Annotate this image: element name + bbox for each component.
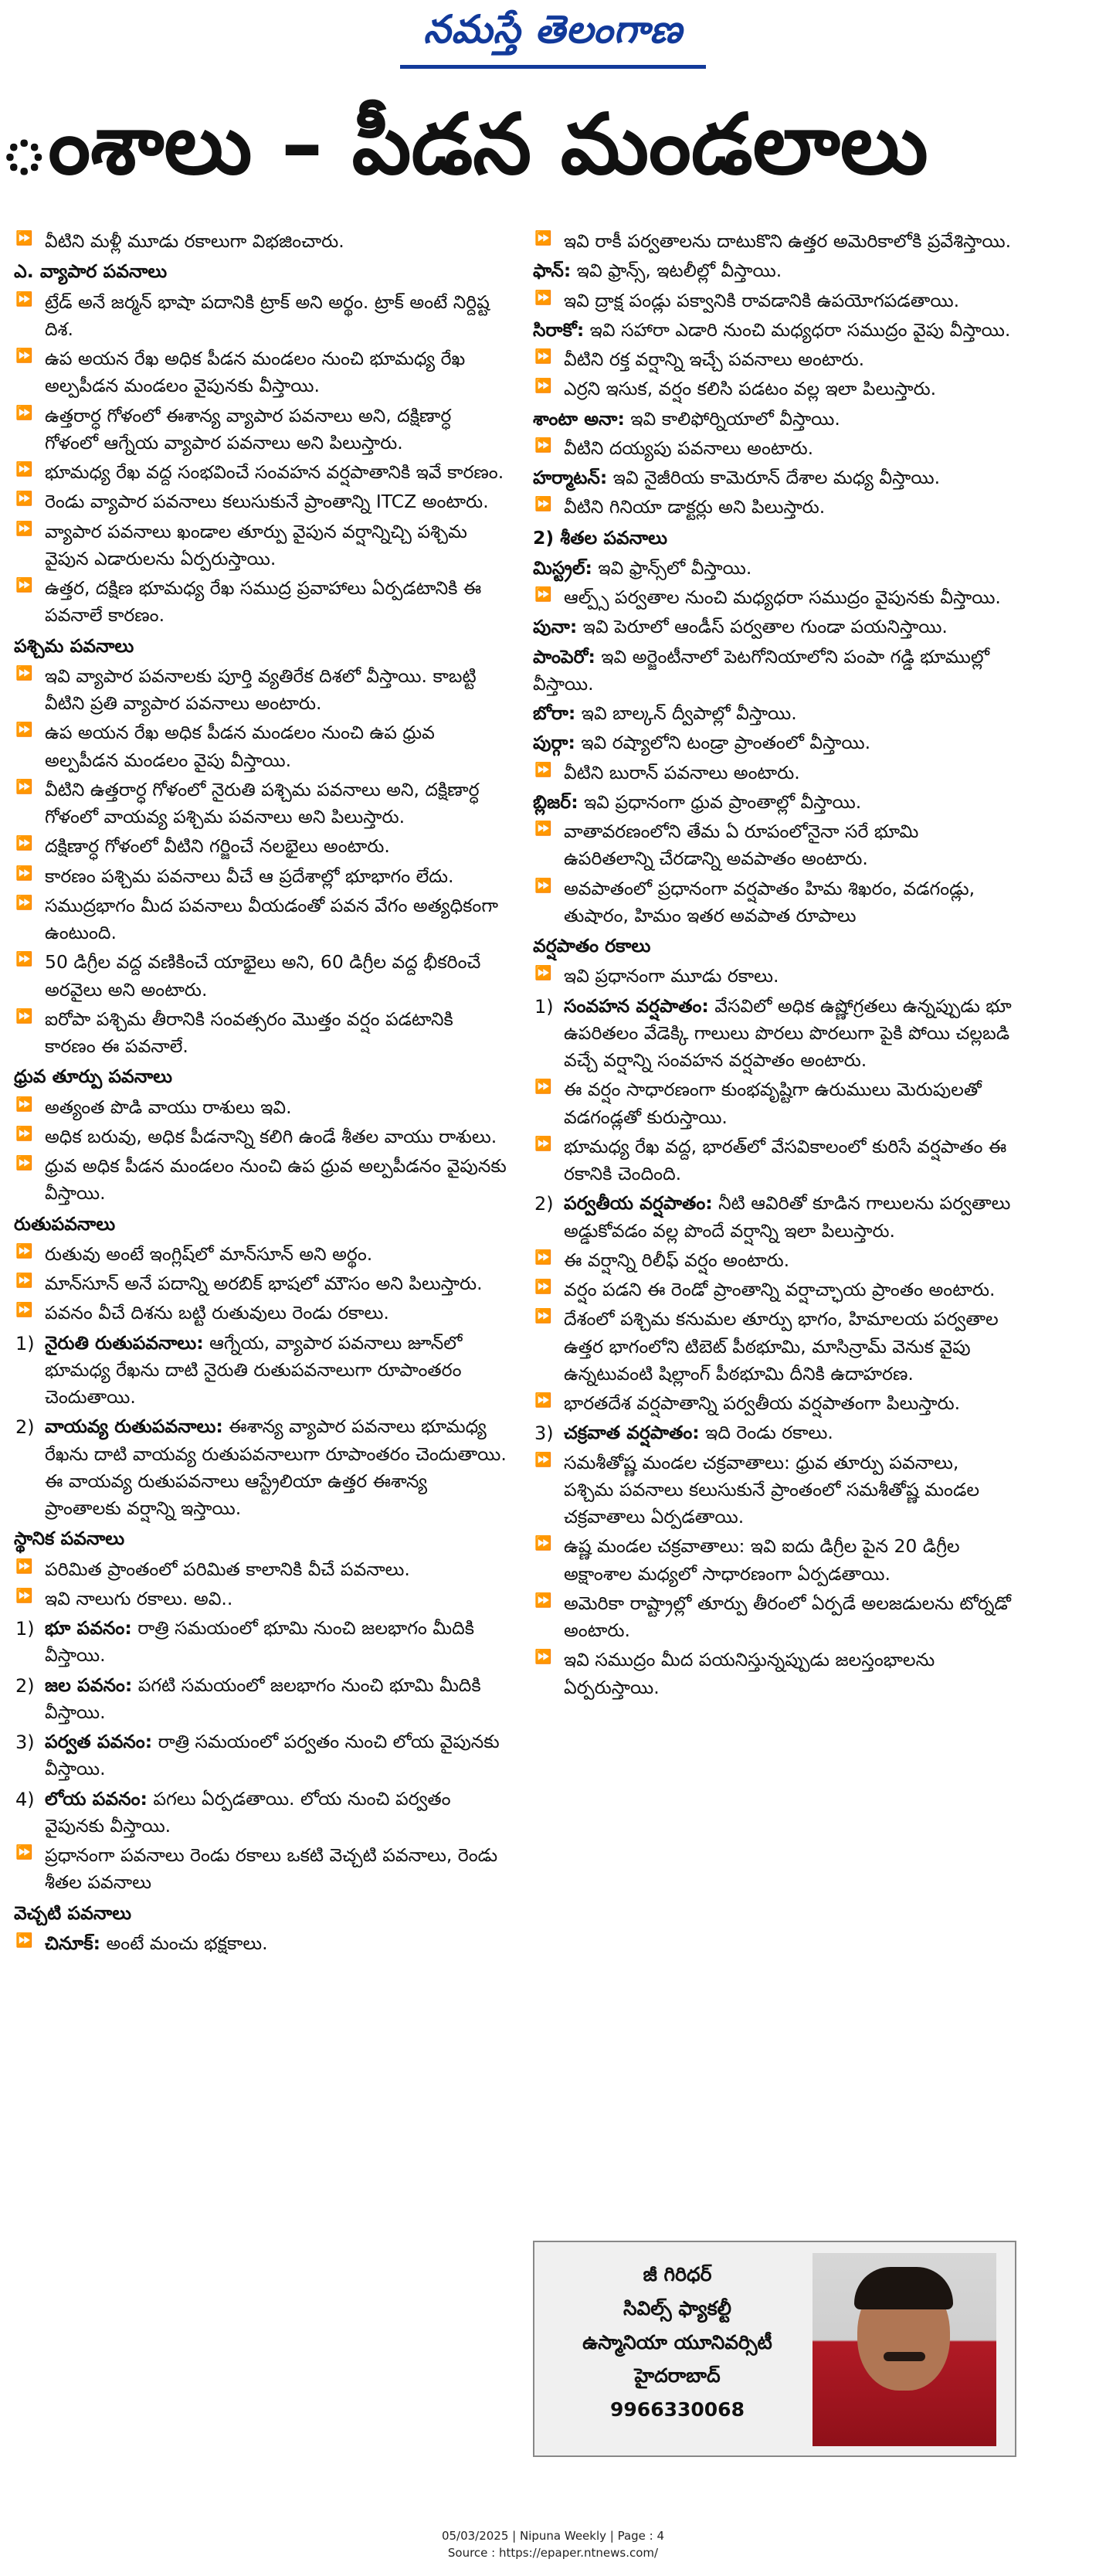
item-text: అత్యంత పొడి వాయు రాశులు ఇవి. [45,1096,292,1118]
item-number: 3) [534,1422,554,1445]
double-arrow-icon: ⏩ [534,1079,552,1096]
list-item [14,663,508,718]
item-text: రాత్రి సమయంలో భూమి నుంచి జలభాగం మీదికి వీస్తాయి. [45,1617,474,1667]
author-details [550,2258,805,2427]
list-item [533,555,1012,582]
double-arrow-icon: ⏩ [15,1558,33,1575]
item-number: 1) [534,995,554,1018]
item-text: ఆల్ప్స్ పర్వతాల నుంచి మధ్యధరా సముద్రం వైపునకు వీస్తాయి. [564,586,1001,608]
item-text: ఇవి బాల్కన్ ద్వీపాల్లో వీస్తాయి. [575,702,797,724]
double-arrow-icon: ⏩ [15,951,33,968]
newspaper-logo: నమస్తే తెలంగాణ [400,6,706,69]
double-arrow-icon: ⏩ [15,1273,33,1289]
double-arrow-icon: ⏩ [15,348,33,364]
numbered-item [533,1419,1012,1446]
item-text: 50 డిగ్రీల వద్ద వణికించే యాభైలు అని, 60 డిగ్రీల వద్ద భీకరించే అరవైలు అని అంటారు. [45,951,481,1001]
item-text: ఇవి రాకీ పర్వతాలను దాటుకొని ఉత్తర అమెరికాలోకి ప్రవేశిస్తాయి. [564,230,1012,252]
double-arrow-icon: ⏩ [15,1125,33,1142]
list-item [14,403,508,457]
item-text: వీటిని ఉత్తరార్ధ గోళంలో నైరుతి పశ్చిమ పవనాలు అని, దక్షిణార్ధ గోళంలో వాయవ్య పశ్చిమ పవనాలు అని పిలుస్తారు. [45,778,480,828]
item-text: ఎర్రని ఇసుక, వర్షం కలిసి పడటం వల్ల ఇలా పిలుస్తారు. [564,378,937,400]
list-item [533,1306,1012,1388]
list-item [533,1390,1012,1417]
list-item [14,518,508,573]
double-arrow-icon: ⏩ [534,496,552,513]
list-item [533,1076,1012,1131]
item-term: సిరాకో: [533,318,585,341]
list-item [14,892,508,947]
list-item [533,494,1012,521]
headline: ంశాలు – పీడన మండలాలు [0,97,928,193]
photo-hair [854,2267,953,2309]
item-text: రెండు వ్యాపార పవనాలు కలుసుకునే ప్రాంతాన్ని ITCZ అంటారు. [45,491,489,513]
double-arrow-icon: ⏩ [534,1308,552,1325]
photo-moustache [884,2352,925,2361]
list-item [533,376,1012,403]
author-photo [813,2253,996,2446]
double-arrow-icon: ⏩ [534,1249,552,1266]
list-item [14,1556,508,1583]
double-arrow-icon: ⏩ [15,664,33,681]
list-item [14,863,508,890]
double-arrow-icon: ⏩ [534,230,552,246]
double-arrow-icon: ⏩ [534,1535,552,1552]
item-number: 2) [534,1193,554,1215]
item-term: భూ పవనం: [45,1617,132,1639]
item-text: ఇవి ప్రధానంగా మూడు రకాలు. [564,965,779,987]
list-item [14,459,508,486]
item-text: ఉప అయన రేఖ అధిక పీడన మండలం నుంచి ఉప ధ్రువ అల్పపీడన మండలం వైపు వీస్తాయి. [45,722,435,771]
list-item [533,818,1012,873]
numbered-item [14,1413,508,1522]
list-item [14,289,508,344]
item-text: ఇది రెండు రకాలు. [699,1422,833,1444]
item-text: పవనం వీచే దిశను బట్టి రుతువులు రెండు రకాలు. [45,1302,389,1324]
item-term: పునా: [533,616,578,638]
double-arrow-icon: ⏩ [534,586,552,603]
item-text: అంటే మంచు భక్షకాలు. [100,1932,268,1954]
item-term: శాంటా అనా: [533,407,625,430]
list-item [533,1647,1012,1701]
numbered-item [533,1190,1012,1245]
masthead [0,0,1106,73]
list-item [533,1449,1012,1531]
list-item [533,963,1012,990]
double-arrow-icon: ⏩ [534,877,552,894]
list-item [533,789,1012,816]
item-term: పుర్గా: [533,732,575,754]
item-text: ఆగ్నేయ, వ్యాపార పవనాలు జూన్‌లో భూమధ్య రేఖను దాటి నైరుతి రుతుపవనాలుగా రూపాంతరం చెందుతాయి. [45,1331,463,1408]
item-number: 2) [15,1416,35,1439]
item-text: ఇవి రష్యాలోని టండ్రా ప్రాంతంలో వీస్తాయి. [575,732,871,754]
list-item [14,488,508,515]
page-footer [0,2528,1106,2562]
item-text: ట్రేడ్ అనే జర్మన్ భాషా పదానికి ట్రాక్ అని అర్థం. ట్రాక్ అంటే నిర్దిష్ట దిశ. [45,291,490,340]
author-phone: 9966330068 [610,2398,745,2421]
list-item [14,833,508,860]
item-text: ఉష్ణ మండల చక్రవాతాలు: ఇవి ఐదు డిగ్రీల పైన 20 డిగ్రీల అక్షాంశాల మధ్యలో సాధారణంగా ఏర్పడతాయి. [564,1535,960,1585]
item-text: ఇవి ఫ్రాన్స్‌లో వీస్తాయి. [592,556,752,579]
double-arrow-icon: ⏩ [15,1155,33,1171]
numbered-item [14,1786,508,1840]
double-arrow-icon: ⏩ [15,865,33,882]
item-text: ఉత్తర, దక్షిణ భూమధ్య రేఖ సముద్ర ప్రవాహాలు ఏర్పడటానికి ఈ పవనాలే కారణం. [45,577,482,627]
list-item [14,1094,508,1121]
double-arrow-icon: ⏩ [15,230,33,246]
item-text: ఇవి వ్యాపార పవనాలకు పూర్తి వ్యతిరేక దిశలో వీస్తాయి. కాబట్టి వీటిని ప్రతి వ్యాపార పవనాలు అంటారు. [45,664,477,714]
double-arrow-icon: ⏩ [15,461,33,477]
left-column [14,228,508,1959]
double-arrow-icon: ⏩ [15,1844,33,1861]
list-item [14,777,508,831]
item-term: ఫాన్: [533,260,572,282]
item-text: ఇవి కాలిఫోర్నియాలో వీస్తాయి. [624,407,840,430]
item-text: దేశంలో పశ్చిమ కనుమల తూర్పు భాగం, హిమాలయ పర్వతాల ఉత్తర భాగంలోని టిబెట్ పీఠభూమి, మాసిన్రామ్ వెనుక వైపు ఉన్నటువంటి షిల్లాంగ్ పీఠభూమి దీనికి ఉదాహరణ. [564,1308,999,1385]
item-number: 4) [15,1788,35,1810]
section-heading: ధ్రువ తూర్పు పవనాలు [14,1065,172,1088]
item-text: పరిమిత ప్రాంతంలో పరిమిత కాలానికి వీచే పవనాలు. [45,1558,410,1580]
item-text: అమెరికా రాష్ట్రాల్లో తూర్పు తీరంలో ఏర్పడే అలజడులను టోర్నడో అంటారు. [564,1592,1011,1641]
list-item [533,346,1012,373]
list-item [533,287,1012,314]
item-text: వీటిని మళ్లీ మూడు రకాలుగా విభజించారు. [45,230,344,252]
double-arrow-icon: ⏩ [534,1279,552,1295]
item-text: ఇవి సముద్రం మీద పయనిస్తున్నప్పుడు జలస్తంభాలను ఏర్పరుస్తాయి. [564,1649,935,1698]
item-term: సంవహన వర్షపాతం: [564,994,709,1017]
numbered-item [14,1615,508,1670]
double-arrow-icon: ⏩ [534,1135,552,1152]
item-term: లోయ పవనం: [45,1787,148,1810]
double-arrow-icon: ⏩ [534,1592,552,1609]
item-text: రుతువు అంటే ఇంగ్లిష్‌లో మాన్‌సూన్ అని అర్థం. [45,1242,373,1265]
item-text: కారణం పశ్చిమ పవనాలు వీచే ఆ ప్రదేశాల్లో భూభాగం లేదు. [45,865,454,887]
double-arrow-icon: ⏩ [15,520,33,537]
numbered-item [14,1672,508,1727]
list-item [533,1276,1012,1303]
item-text: సముద్రభాగం మీద పవనాలు వీయడంతో పవన వేగం అత్యధికంగా ఉంటుంది. [45,894,498,943]
double-arrow-icon: ⏩ [15,1302,33,1319]
section-heading: ఎ. వ్యాపార పవనాలు [14,260,168,283]
item-text: అధిక బరువు, అధిక పీడనాన్ని కలిగి ఉండే శీతల వాయు రాశులు. [45,1125,497,1147]
double-arrow-icon: ⏩ [534,1451,552,1468]
numbered-item [14,1728,508,1783]
author-org: ఉస్మానియా యూనివర్సిటీ [582,2330,772,2353]
double-arrow-icon: ⏩ [15,1932,33,1949]
item-text: ధ్రువ అధిక పీడన మండలం నుంచి ఉప ధ్రువ అల్పపీడనం వైపునకు వీస్తాయి. [45,1155,507,1205]
list-item [14,1842,508,1897]
item-text: ఉప అయన రేఖ అధిక పీడన మండలం నుంచి భూమధ్య రేఖ అల్పపీడన మండలం వైపునకు వీస్తాయి. [45,348,466,397]
list-item [533,406,1012,433]
double-arrow-icon: ⏩ [15,1587,33,1604]
double-arrow-icon: ⏩ [15,1008,33,1025]
list-item [14,1300,508,1327]
item-text: ఐరోపా పశ్చిమ తీరానికి సంవత్సరం మొత్తం వర్షం పడటానికి కారణం ఈ పవనాలే. [45,1008,453,1057]
item-text: ఇవి ఫ్రాన్స్, ఇటలీల్లో వీస్తాయి. [571,260,782,282]
author-name: జీ గిరిధర్ [643,2263,712,2285]
item-text: ఇవి సహారా ఎడారి నుంచి మధ్యధరా సముద్రం వైపు వీస్తాయి. [584,318,1011,341]
author-city: హైదరాబాద్ [634,2364,721,2387]
item-number: 3) [15,1731,35,1753]
double-arrow-icon: ⏩ [534,348,552,365]
item-term: హర్మాటన్: [533,467,608,488]
list-item [14,1270,508,1297]
item-term: పర్వతీయ వర్షపాతం: [564,1192,713,1215]
list-item [14,719,508,774]
double-arrow-icon: ⏩ [15,722,33,739]
item-text: ఇవి ద్రాక్ష పండ్లు పక్వానికి రావడానికి ఉపయోగపడతాయి. [564,289,960,311]
right-column [533,228,1012,1704]
list-item [533,1133,1012,1188]
item-term: నైరుతి రుతుపవనాలు: [45,1331,204,1354]
double-arrow-icon: ⏩ [534,761,552,778]
item-text: పగటి సమయంలో జలభాగం నుంచి భూమి మీదికి వీస్తాయి. [45,1674,481,1723]
list-item [14,1241,508,1268]
item-term: బ్లిజర్: [533,790,578,813]
numbered-item [533,993,1012,1075]
list-item [533,729,1012,756]
item-text: సమశీతోష్ణ మండల చక్రవాతాలు: ధ్రువ తూర్పు పవనాలు, పశ్చిమ పవనాలు కలుసుకునే ప్రాంతంలో సమశీతోష్ణ మండల చక్రవాతాలు ఏర్పడతాయి. [564,1451,980,1528]
double-arrow-icon: ⏩ [534,1649,552,1666]
item-term: మిస్ట్రల్: [533,556,592,579]
section-heading: స్థానిక పవనాలు [14,1528,125,1550]
item-text: ఇవి నాలుగు రకాలు. అవి.. [45,1587,233,1609]
list-item [14,575,508,630]
item-text: వీటిని రక్త వర్షాన్ని ఇచ్చే పవనాలు అంటారు. [564,348,865,370]
list-item [533,584,1012,611]
item-text: ఈశాన్య వ్యాపార పవనాలు భూమధ్య రేఖను దాటి వాయవ్య రుతుపవనాలుగా రూపాంతరం చెందుతాయి. ఈ వాయవ్య రుతుపవనాలు ఆస్ట్రేలియా ఉత్తర ఈశాన్య ప్రాంతాలకు వర్షాన్ని ఇస్తాయి. [45,1415,507,1519]
item-text: వేసవిలో అధిక ఉష్ణోగ్రతలు ఉన్నప్పుడు భూ ఉపరితలం వేడెక్కి గాలులు పొరలు పొరలుగా పైకి పోయి చల్లబడి వచ్చే వర్షాన్ని సంవహన వర్షపాతం అంటారు. [564,994,1012,1071]
list-item [14,1123,508,1150]
item-text: నీటి ఆవిరితో కూడిన గాలులను పర్వతాలు అడ్డుకోవడం వల్ల పొందే వర్షాన్ని ఇలా పిలుస్తారు. [564,1192,1011,1242]
item-text: అవపాతంలో ప్రధానంగా వర్షపాతం హిమ శిఖరం, వడగండ్లు, తుషారం, హిమం ఇతర అవపాత రూపాలు [564,877,975,926]
double-arrow-icon: ⏩ [534,1392,552,1409]
item-text: దక్షిణార్ధ గోళంలో వీటిని గర్జించే నలభైలు అంటారు. [45,835,390,858]
list-item [14,949,508,1004]
item-number: 1) [15,1332,35,1354]
item-term: పాంపెరో: [533,645,595,668]
double-arrow-icon: ⏩ [15,491,33,508]
item-text: భారతదేశ వర్షపాతాన్ని పర్వతీయ వర్షపాతంగా పిలుస్తారు. [564,1392,961,1414]
list-item [14,1585,508,1613]
item-term: బోరా: [533,702,576,724]
double-arrow-icon: ⏩ [15,894,33,911]
double-arrow-icon: ⏩ [534,437,552,454]
item-number: 1) [15,1618,35,1640]
item-text: ఇవి నైజీరియ కామెరూన్ దేశాల మధ్య వీస్తాయి. [607,467,941,488]
double-arrow-icon: ⏩ [15,778,33,795]
double-arrow-icon: ⏩ [15,404,33,421]
list-item [533,613,1012,641]
double-arrow-icon: ⏩ [534,378,552,395]
item-text: వాతావరణంలోని తేమ ఏ రూపంలోనైనా సరే భూమి ఉపరితలాన్ని చేరడాన్ని అవపాతం అంటారు. [564,821,919,870]
footer-date-line: 05/03/2025 | Nipuna Weekly | Page : 4 [441,2529,665,2543]
item-text: పగలు ఏర్పడతాయి. లోయ నుంచి పర్వతం వైపునకు వీస్తాయి. [45,1787,451,1837]
list-item [533,464,1012,491]
author-role: సివిల్స్ ఫ్యాకల్టీ [623,2296,731,2319]
list-item [533,257,1012,284]
double-arrow-icon: ⏩ [15,1242,33,1259]
list-item [14,1153,508,1208]
footer-source-line: Source : https://epaper.ntnews.com/ [447,2545,659,2560]
item-text: వీటిని దయ్యపు పవనాలు అంటారు. [564,437,814,459]
list-item [533,317,1012,344]
list-item [533,760,1012,787]
item-text: ఉత్తరార్ధ గోళంలో ఈశాన్య వ్యాపార పవనాలు అని, దక్షిణార్ధ గోళంలో ఆగ్నేయ వ్యాపార పవనాలు అని పిలుస్తారు. [45,404,452,454]
item-term: జల పవనం: [45,1674,133,1696]
list-item [533,700,1012,727]
item-text: భూమధ్య రేఖ వద్ద, భారత్‌లో వేసవికాలంలో కురిసే వర్షపాతం ఈ రకానికి చెందింది. [564,1135,1007,1184]
list-item [14,1006,508,1061]
item-text: మాన్‌సూన్ అనే పదాన్ని అరబిక్ భాషలో మౌసం అని పిలుస్తారు. [45,1273,483,1294]
item-text: వీటిని బురాన్ పవనాలు అంటారు. [564,761,800,783]
item-text: ఇవి పెరూలో ఆండీస్ పర్వతాల గుండా పయనిస్తాయి. [577,616,948,638]
double-arrow-icon: ⏩ [534,289,552,306]
section-heading: 2) శీతల పవనాలు [533,526,667,549]
double-arrow-icon: ⏩ [15,577,33,593]
item-text: ఇవి ప్రధానంగా ధ్రువ ప్రాంతాల్లో వీస్తాయి. [578,790,862,813]
double-arrow-icon: ⏩ [534,965,552,982]
item-text: రాత్రి సమయంలో పర్వతం నుంచి లోయ వైపునకు వీస్తాయి. [45,1731,500,1780]
item-text: భూమధ్య రేఖ వద్ద సంభవించే సంవహన వర్షపాతానికి ఇవే కారణం. [45,461,504,483]
double-arrow-icon: ⏩ [534,821,552,837]
item-term: చినూక్: [45,1932,101,1954]
list-item [533,228,1012,255]
item-text: ఈ వర్షాన్ని రిలీఫ్ వర్షం అంటారు. [564,1249,790,1271]
item-text: ప్రధానంగా పవనాలు రెండు రకాలు ఒకటి వెచ్చటి పవనాలు, రెండు శీతల పవనాలు [45,1844,498,1894]
section-heading: వర్షపాతం రకాలు [533,935,651,957]
list-item [533,644,1012,698]
item-number: 2) [15,1674,35,1697]
list-item [533,1533,1012,1588]
list-item [533,875,1012,930]
item-term: పర్వత పవనం: [45,1731,153,1752]
section-heading: పశ్చిమ పవనాలు [14,634,134,657]
double-arrow-icon: ⏩ [15,291,33,308]
item-term: వాయవ్య రుతుపవనాలు: [45,1415,223,1438]
item-text: వ్యాపార పవనాలు ఖండాల తూర్పు వైపున వర్షాన్నిచ్చి పశ్చిమ వైపున ఎడారులను ఏర్పరుస్తాయి. [45,520,467,569]
list-item [14,228,508,255]
double-arrow-icon: ⏩ [15,1096,33,1113]
item-text: వీటిని గినియా డాక్టర్లు అని పిలుస్తారు. [564,496,826,518]
section-heading: వెచ్చటి పవనాలు [14,1901,132,1924]
numbered-item [14,1330,508,1412]
author-box [533,2241,1016,2457]
list-item [533,1247,1012,1274]
item-text: ఇవి అర్జెంటీనాలో పెటగోనియాలోని పంపా గడ్డి భూముల్లో వీస్తాయి. [533,645,990,695]
list-item [533,435,1012,462]
list-item [533,1590,1012,1645]
item-text: ఈ వర్షం సాధారణంగా కుంభవృష్టిగా ఉరుములు మెరుపులతో వడగండ్లతో కురుస్తాయి. [564,1079,982,1128]
list-item [14,1930,508,1957]
list-item [14,345,508,400]
double-arrow-icon: ⏩ [15,835,33,852]
item-text: వర్షం పడని ఈ రెండో ప్రాంతాన్ని వర్షాచ్ఛాయ ప్రాంతం అంటారు. [564,1279,996,1300]
section-heading: రుతుపవనాలు [14,1212,116,1235]
item-term: చక్రవాత వర్షపాతం: [564,1422,700,1444]
